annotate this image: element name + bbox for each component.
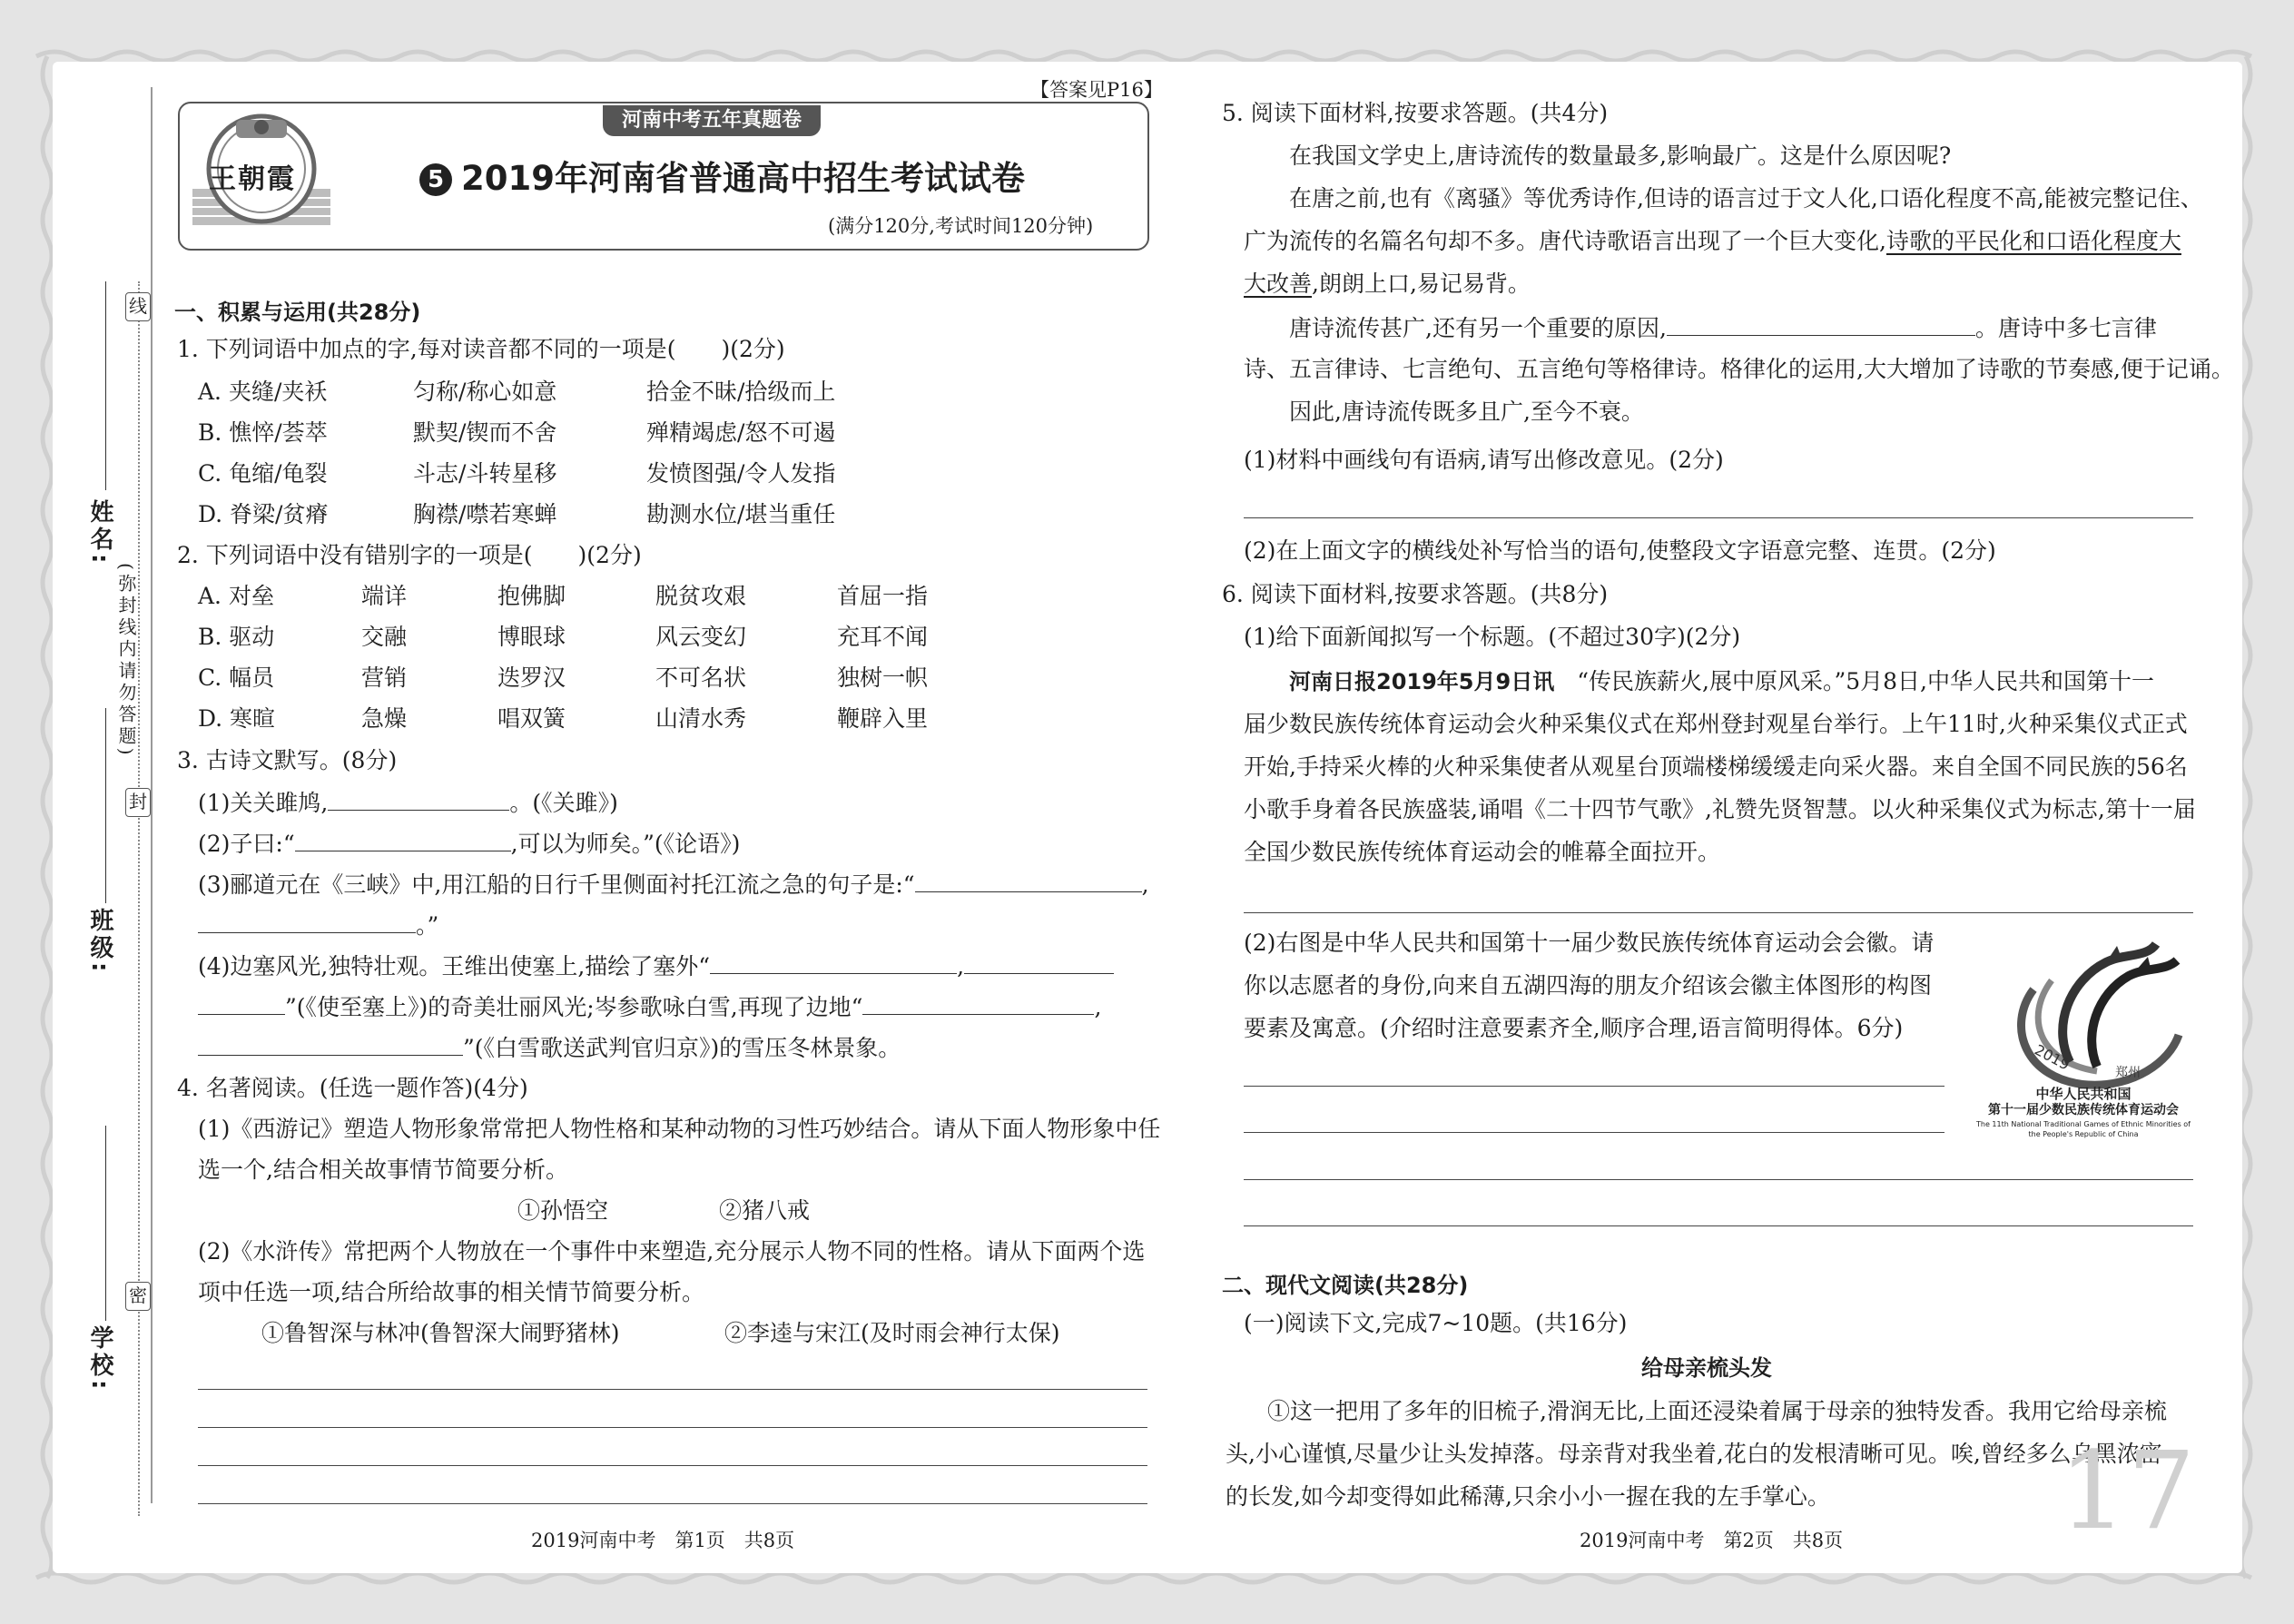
q2-word: 充耳不闻 <box>837 624 929 650</box>
q5-underlined-sentence: 诗歌的平民化和口语化程度大 <box>1885 228 2181 254</box>
q3-text: , <box>1094 994 1102 1020</box>
q5-para4: 因此,唐诗流传既多且广,至今不衰。 <box>1289 399 1644 425</box>
answer-line[interactable] <box>1244 912 2193 913</box>
answer-line[interactable] <box>1244 1086 1944 1087</box>
q3-text: ”(《白雪歌送武判官归京》)的雪压冬林景象。 <box>463 1035 901 1061</box>
q4-prompt2: (2)《水浒传》常把两个人物放在一个事件中来塑造,充分展示人物不同的性格。请从下面两个选 <box>198 1238 1146 1265</box>
q1-option-a-col3: 拾金不昧/拾级而上 <box>646 379 836 405</box>
logo-text: 王朝霞 <box>209 163 296 195</box>
q2-stem: 2. 下列词语中没有错别字的一项是( )(2分) <box>177 542 642 568</box>
q1-option-a-col2: 匀称/称心如意 <box>413 379 557 405</box>
essay-title: 给母亲梳头发 <box>1641 1355 1772 1381</box>
q3-line3 <box>198 870 1149 899</box>
answer-blank[interactable] <box>1667 313 1975 336</box>
q6-sub1: (1)给下面新闻拟写一个标题。(不超过30字)(2分) <box>1244 624 1741 650</box>
q5-para2: 在唐之前,也有《离骚》等优秀诗作,但诗的语言过于文人化,口语化程度不高,能被完整记住、 <box>1289 185 2203 212</box>
q6-news-line5: 全国少数民族传统体育运动会的帷幕全面拉开。 <box>1244 839 1721 865</box>
paper-subtitle: (满分120分,考试时间120分钟) <box>828 215 1094 237</box>
q6-sub2-line2: 你以志愿者的身份,向来自五湖四海的朋友介绍该会徽主体图形的构图 <box>1244 972 1932 999</box>
school-field[interactable] <box>105 1126 106 1321</box>
q4-choice-sun-wukong[interactable]: ①孙悟空 <box>517 1197 609 1224</box>
essay-line2: 头,小心谨慎,尽量少让头发掉落。母亲背对我坐着,花白的发根清晰可见。唉,曾经多么乌黑浓密 <box>1226 1441 2162 1467</box>
q2-word: 营销 <box>361 664 408 691</box>
q1-option-d-col3: 勘测水位/堪当重任 <box>646 501 836 527</box>
left-page-footer: 2019河南中考 第1页 共8页 <box>531 1530 795 1551</box>
q4-stem: 4. 名著阅读。(任选一题作答)(4分) <box>177 1075 528 1101</box>
q2-option-d[interactable]: D. 寒暄 <box>198 705 276 732</box>
margin-rule <box>151 87 153 1503</box>
q4-prompt1-cont: 选一个,结合相关故事情节简要分析。 <box>198 1156 568 1183</box>
answer-line[interactable] <box>198 1389 1147 1390</box>
q3-text: , <box>1141 871 1149 898</box>
q2-word: 急燥 <box>361 705 408 732</box>
q1-option-c-col3: 发愤图强/令人发指 <box>646 460 836 487</box>
name-field[interactable] <box>105 281 106 490</box>
q6-sub2: (2)右图是中华人民共和国第十一届少数民族传统体育运动会会徽。请 <box>1244 930 1935 956</box>
q5-text: 。唐诗中多七言律 <box>1974 315 2157 341</box>
q3-line4-cont <box>198 992 1101 1021</box>
q1-option-b-col2: 默契/锲而不舍 <box>413 419 557 446</box>
q2-word: 鞭辟入里 <box>837 705 929 732</box>
answer-line[interactable] <box>198 1503 1147 1504</box>
q2-option-c[interactable]: C. 幅员 <box>198 664 275 691</box>
answer-line[interactable] <box>1244 1179 2193 1180</box>
q1-option-a-col1[interactable]: A. 夹缝/夹袄 <box>198 379 328 405</box>
q5-sub1: (1)材料中画线句有语病,请写出修改意见。(2分) <box>1244 447 1724 473</box>
answer-blank[interactable] <box>198 992 285 1015</box>
q1-option-c-col2: 斗志/斗转星移 <box>413 460 557 487</box>
q2-word: 独树一帜 <box>837 664 929 691</box>
answer-line[interactable] <box>198 1465 1147 1466</box>
seal-note: (弥封线内请勿答题) <box>115 563 137 759</box>
q4-prompt2-cont: 项中任选一项,结合所给故事的相关情节简要分析。 <box>198 1279 704 1305</box>
q1-stem: 1. 下列词语中加点的字,每对读音都不同的一项是( )(2分) <box>177 336 785 362</box>
emblem-caption-en2: the People's Republic of China <box>2028 1130 2139 1138</box>
q2-option-a[interactable]: A. 对垒 <box>198 583 274 609</box>
emblem-caption-cn2: 第十一届少数民族传统体育运动会 <box>1988 1103 2179 1117</box>
q6-stem: 6. 阅读下面材料,按要求答题。(共8分) <box>1222 581 1609 607</box>
q5-para1: 在我国文学史上,唐诗流传的数量最多,影响最广。这是什么原因呢? <box>1289 143 1952 169</box>
q3-text: ,可以为师矣。”(《论语》) <box>510 831 741 857</box>
q3-line2 <box>198 829 740 858</box>
q2-word: 交融 <box>361 624 408 650</box>
q2-word: 博眼球 <box>497 624 566 650</box>
answer-blank[interactable] <box>328 788 509 811</box>
q3-text: (2)子曰:“ <box>198 831 295 857</box>
q3-stem: 3. 古诗文默写。(8分) <box>177 747 398 773</box>
seal-mark-xian: 线 <box>125 292 151 321</box>
school-label: 学校: <box>86 1325 113 1393</box>
q5-underlined-sentence: 大改善 <box>1244 271 1313 297</box>
essay-line1: ①这一把用了多年的旧梳子,滑润无比,上面还浸染着属于母亲的独特发香。我用它给母亲梳 <box>1267 1398 2167 1424</box>
emblem-caption-en1: The 11th National Traditional Games of Ethnic Minorities of <box>1975 1120 2191 1128</box>
q5-text: 广为流传的名篇名句却不多。唐代诗歌语言出现了一个巨大变化, <box>1244 228 1886 254</box>
q6-sub2-line3: 要素及寓意。(介绍时注意要素齐全,顺序合理,语言简明得体。6分) <box>1244 1015 1904 1041</box>
q1-option-b-col1[interactable]: B. 憔悴/荟萃 <box>198 419 328 446</box>
q6-news-line2: 届少数民族传统体育运动会火种采集仪式在郑州登封观星台举行。上午11时,火种采集仪式正式 <box>1244 711 2188 737</box>
q6-text: “传民族薪火,展中原风采。”5月8日,中华人民共和国第十一 <box>1577 668 2154 694</box>
big-page-number: 17 <box>2059 1428 2196 1553</box>
q6-news-line1 <box>1289 668 2154 695</box>
news-dateline: 河南日报2019年5月9日讯 <box>1289 669 1555 694</box>
q2-word: 山清水秀 <box>655 705 747 732</box>
section1-heading: 一、积累与运用(共28分) <box>174 300 421 325</box>
seal-dotted-line <box>138 281 140 1516</box>
section2-heading: 二、现代文阅读(共28分) <box>1222 1273 1469 1298</box>
q2-option-b[interactable]: B. 驱动 <box>198 624 275 650</box>
q3-text: 。(《关雎》) <box>509 790 618 816</box>
answer-ref: 【答案见P16】 <box>1030 79 1163 101</box>
q2-word: 不可名状 <box>655 664 747 691</box>
answer-blank[interactable] <box>198 910 416 933</box>
right-page-footer: 2019河南中考 第2页 共8页 <box>1580 1530 1844 1551</box>
q4-choice-lu-lin[interactable]: ①鲁智深与林冲(鲁智深大闹野猪林) <box>261 1320 620 1346</box>
paper-title: 2019年河南省普通高中招生考试试卷 <box>461 159 1025 198</box>
q1-option-d-col1[interactable]: D. 脊梁/贫瘠 <box>198 501 329 527</box>
q6-news-line3: 开始,手持采火棒的火种采集使者从观星台顶端楼梯缓缓走向采火器。来自全国不同民族的56名 <box>1244 753 2188 780</box>
essay-line3: 的长发,如今却变得如此稀薄,只余小小一握在我的左手掌心。 <box>1226 1483 1830 1510</box>
answer-blank[interactable] <box>862 992 1094 1015</box>
answer-line[interactable] <box>1244 1225 2193 1226</box>
emblem-caption-cn1: 中华人民共和国 <box>2035 1086 2132 1102</box>
q4-choice-zhu-bajie[interactable]: ②猪八戒 <box>719 1197 811 1224</box>
series-banner: 河南中考五年真题卷 <box>603 105 821 136</box>
logo <box>189 111 334 238</box>
answer-blank[interactable] <box>198 1033 463 1056</box>
part1-instruction: (一)阅读下文,完成7~10题。(共16分) <box>1244 1310 1628 1336</box>
emblem-year: 2019 <box>2032 1040 2072 1074</box>
q6-news-line4: 小歌手身着各民族盛装,诵唱《二十四节气歌》,礼赞先贤智慧。以火种采集仪式为标志,第十一届 <box>1244 796 2196 822</box>
q5-text: 唐诗流传甚广,还有另一个重要的原因, <box>1289 315 1667 341</box>
q3-line3-cont <box>198 910 438 940</box>
q5-text: ,朗朗上口,易记易背。 <box>1312 271 1531 297</box>
q5-sub2: (2)在上面文字的横线处补写恰当的语句,使整段文字语意完整、连贯。(2分) <box>1244 537 1996 564</box>
q1-option-b-col3: 殚精竭虑/怒不可遏 <box>646 419 836 446</box>
q5-para3-cont: 诗、五言律诗、七言绝句、五言绝句等格律诗。格律化的运用,大大增加了诗歌的节奏感,便于记诵。 <box>1244 356 2234 382</box>
q2-word: 风云变幻 <box>655 624 747 650</box>
q3-line4 <box>198 951 1114 980</box>
answer-line[interactable] <box>198 1427 1147 1428</box>
q5-stem: 5. 阅读下面材料,按要求答题。(共4分) <box>1222 100 1609 126</box>
q2-word: 首屈一指 <box>837 583 929 609</box>
q3-text: 。” <box>416 912 439 939</box>
q5-para2-line3 <box>1244 271 1531 298</box>
q4-choice-li-song[interactable]: ②李逵与宋江(及时雨会神行太保) <box>724 1320 1060 1346</box>
answer-blank[interactable] <box>295 829 511 851</box>
emblem-city: 郑州 <box>2115 1066 2141 1080</box>
answer-line[interactable] <box>1244 517 2193 518</box>
q3-line1 <box>198 788 618 817</box>
seal-mark-feng: 封 <box>125 788 151 817</box>
answer-blank[interactable] <box>710 951 957 974</box>
games-emblem <box>1970 926 2197 1171</box>
q2-word: 唱双簧 <box>497 705 566 732</box>
emblem-dragon-icon <box>1970 926 2197 1098</box>
seal-mark-mi: 密 <box>125 1282 151 1311</box>
answer-blank[interactable] <box>964 951 1114 974</box>
q5-para3 <box>1289 313 2157 342</box>
q2-word: 抱佛脚 <box>497 583 566 609</box>
q3-text: ”(《使至塞上》)的奇美壮丽风光;岑参歌咏白雪,再现了边地“ <box>285 994 863 1020</box>
q2-word: 脱贫攻艰 <box>655 583 747 609</box>
paper-number-badge: 5 <box>419 163 452 196</box>
q2-word: 迭罗汉 <box>497 664 566 691</box>
q3-text: (4)边塞风光,独特壮观。王维出使塞上,描绘了塞外“ <box>198 953 711 979</box>
name-label: 姓名: <box>86 499 113 567</box>
q3-text: , <box>957 953 965 979</box>
class-label: 班级: <box>86 908 113 976</box>
q2-word: 端详 <box>361 583 408 609</box>
q3-text: (3)郦道元在《三峡》中,用江船的日行千里侧面衬托江流之急的句子是:“ <box>198 871 915 898</box>
class-field[interactable] <box>105 708 106 903</box>
answer-blank[interactable] <box>915 870 1142 892</box>
q1-option-c-col1[interactable]: C. 龟缩/龟裂 <box>198 460 328 487</box>
q3-line4-end <box>198 1033 901 1062</box>
q5-para2-line2 <box>1244 228 2181 255</box>
q4-prompt1: (1)《西游记》塑造人物形象常常把人物性格和某种动物的习性巧妙结合。请从下面人物形象中任 <box>198 1116 1161 1142</box>
answer-line[interactable] <box>1244 1132 1944 1133</box>
q3-text: (1)关关雎鸠, <box>198 790 329 816</box>
q1-option-d-col2: 胸襟/噤若寒蝉 <box>413 501 557 527</box>
